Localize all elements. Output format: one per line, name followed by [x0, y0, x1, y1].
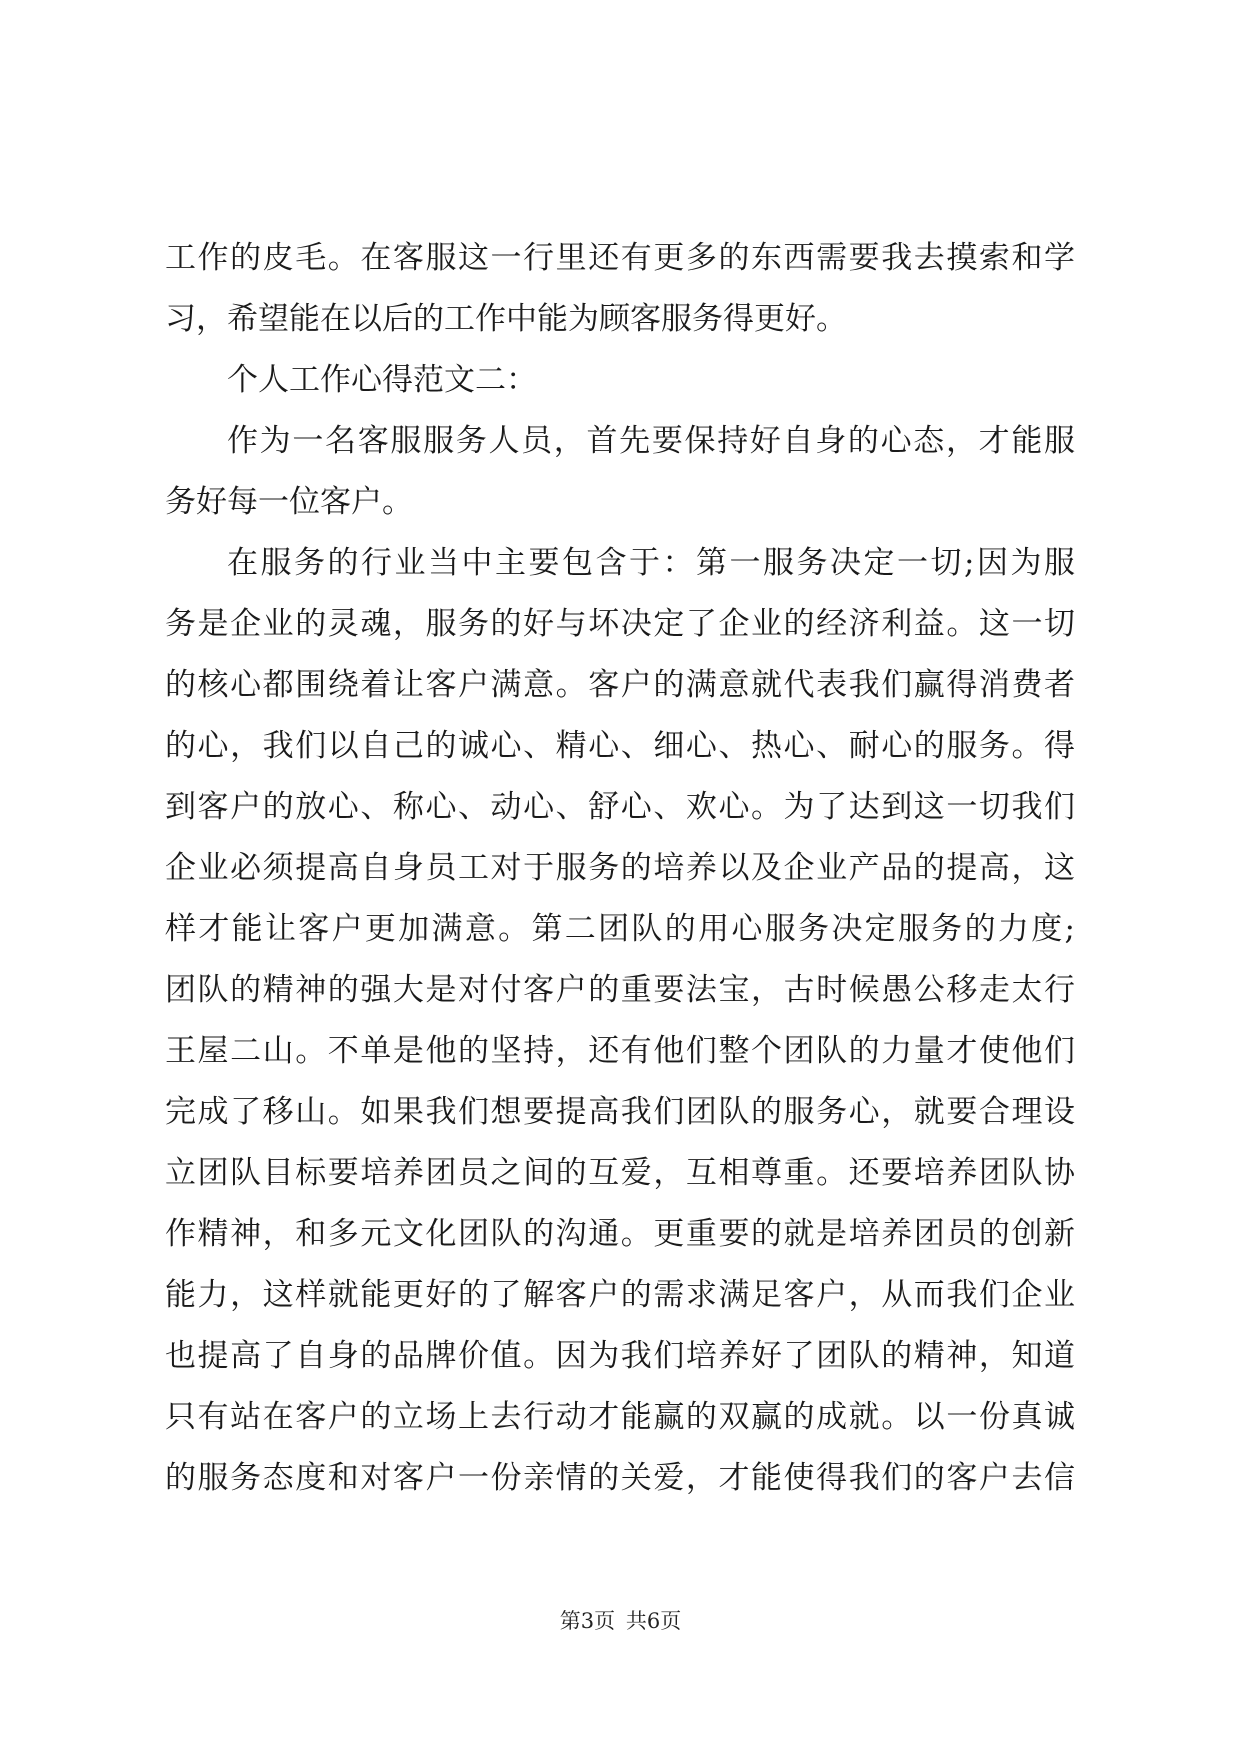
- text-line: 企业必须提高自身员工对于服务的培养以及企业产品的提高，这: [165, 850, 1075, 886]
- page-footer: [0, 1605, 1241, 1635]
- text-line: 个人工作心得范文二：: [227, 362, 537, 398]
- text-line: 务好每一位客户。: [165, 484, 413, 520]
- text-line: 作为一名客服服务人员，首先要保持好自身的心态，才能服: [227, 423, 1075, 459]
- total-pages: 共6页: [625, 1609, 682, 1633]
- text-line: 王屋二山。不单是他的坚持，还有他们整个团队的力量才使他们: [165, 1033, 1075, 1069]
- text-line: 的核心都围绕着让客户满意。客户的满意就代表我们赢得消费者: [165, 667, 1075, 703]
- section-heading: [165, 350, 1075, 411]
- paragraph: [165, 228, 1075, 350]
- text-line: 能力，这样就能更好的了解客户的需求满足客户，从而我们企业: [165, 1277, 1075, 1313]
- paragraph: [165, 411, 1075, 533]
- text-line: 完成了移山。如果我们想要提高我们团队的服务心，就要合理设: [165, 1094, 1075, 1130]
- text-line: 的心，我们以自己的诚心、精心、细心、热心、耐心的服务。得: [165, 728, 1075, 764]
- text-line: 立团队目标要培养团员之间的互爱，互相尊重。还要培养团队协: [165, 1155, 1075, 1191]
- page-number: 第3页: [559, 1609, 616, 1633]
- paragraph: [165, 533, 1075, 1509]
- text-line: 务是企业的灵魂，服务的好与坏决定了企业的经济利益。这一切: [165, 606, 1075, 642]
- text-line: 样才能让客户更加满意。第二团队的用心服务决定服务的力度;: [165, 911, 1075, 947]
- text-line: 到客户的放心、称心、动心、舒心、欢心。为了达到这一切我们: [165, 789, 1075, 825]
- text-line: 团队的精神的强大是对付客户的重要法宝，古时候愚公移走太行: [165, 972, 1075, 1008]
- text-line: 的服务态度和对客户一份亲情的关爱，才能使得我们的客户去信: [165, 1460, 1075, 1496]
- text-line: 也提高了自身的品牌价值。因为我们培养好了团队的精神，知道: [165, 1338, 1075, 1374]
- text-line: 作精神，和多元文化团队的沟通。更重要的就是培养团员的创新: [165, 1216, 1075, 1252]
- document-body: [165, 228, 1075, 1509]
- text-line: 在服务的行业当中主要包含于：第一服务决定一切;因为服: [227, 545, 1075, 581]
- text-line: 工作的皮毛。在客服这一行里还有更多的东西需要我去摸索和学: [165, 240, 1075, 276]
- text-line: 只有站在客户的立场上去行动才能赢的双赢的成就。以一份真诚: [165, 1399, 1075, 1435]
- text-line: 习，希望能在以后的工作中能为顾客服务得更好。: [165, 301, 847, 337]
